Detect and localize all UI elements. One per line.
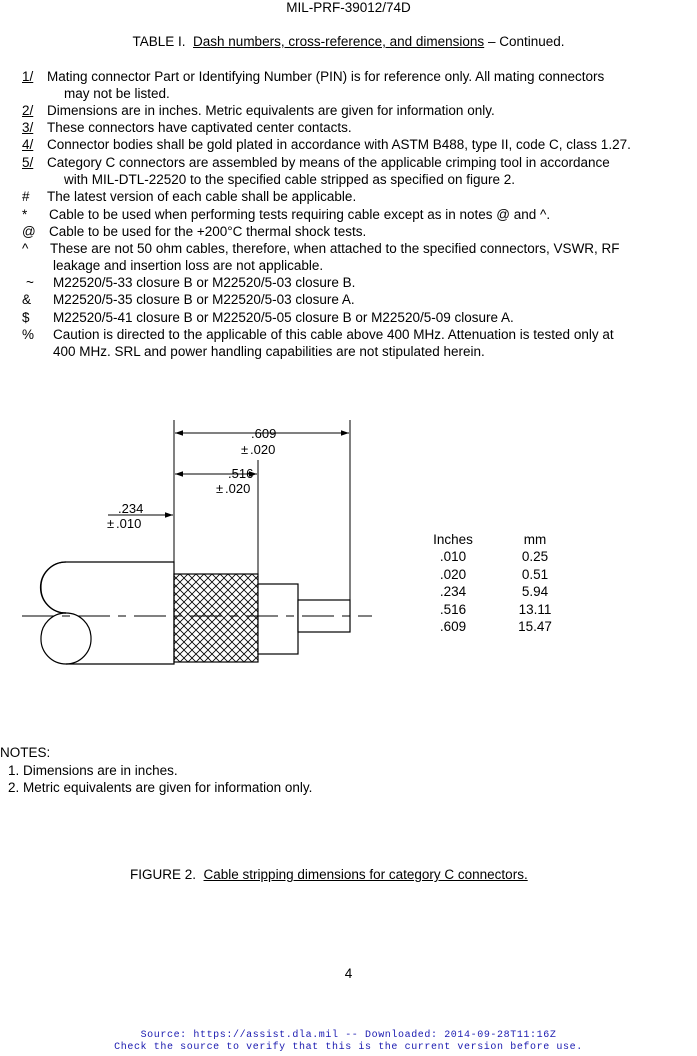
dim-234-tol-symbol: ± <box>107 516 115 531</box>
note-text: Connector bodies shall be gold plated in accordance with ASTM B488, type II, code C, class 1.27. <box>47 137 631 152</box>
conversion-cell-mm: 15.47 <box>518 619 552 635</box>
conversion-column-inches <box>426 531 480 635</box>
table-caption <box>0 34 697 49</box>
conversion-header-mm: mm <box>523 532 547 547</box>
conversion-header-inches: Inches <box>433 532 473 547</box>
note-marker: 1/ <box>22 69 34 84</box>
note-text: Caution is directed to the applicable of this cable above 400 MHz. Attenuation is tested only at <box>53 327 614 342</box>
conversion-cell-inches: .516 <box>439 601 467 617</box>
note-marker: * <box>22 207 28 222</box>
figure-caption-prefix: FIGURE 2. <box>130 867 197 882</box>
note-marker: 5/ <box>22 155 34 170</box>
table-caption-prefix: TABLE I. <box>132 34 186 49</box>
table-caption-suffix: – Continued. <box>487 34 565 49</box>
conversion-cell-inches: .234 <box>439 584 467 600</box>
note-text: Mating connector Part or Identifying Number (PIN) is for reference only. All mating connectors <box>47 69 605 84</box>
figure-notes-heading: NOTES: <box>0 745 51 760</box>
note-marker: # <box>22 189 30 204</box>
note-text: M22520/5-33 closure B or M22520/5-03 closure B. <box>53 275 356 290</box>
dim-609-tol-symbol: ± <box>241 442 249 457</box>
note-marker: 3/ <box>22 120 34 135</box>
note-text-continued: may not be listed. <box>64 86 170 102</box>
note-text: The latest version of each cable shall be applicable. <box>47 189 357 204</box>
note-text: Cable to be used when performing tests requiring cable except as in notes @ and ^. <box>49 207 551 222</box>
note-text: Cable to be used for the +200°C thermal shock tests. <box>49 224 367 239</box>
note-marker: 4/ <box>22 137 34 152</box>
cable-stripping-drawing <box>0 410 400 680</box>
footer-source: Source: https://assist.dla.mil -- Downloaded: 2014-09-28T11:16Z <box>140 1030 557 1041</box>
note-marker: 2/ <box>22 103 34 118</box>
note-text: These connectors have captivated center contacts. <box>47 120 352 135</box>
note-text-continued: leakage and insertion loss are not applicable. <box>53 258 324 274</box>
note-text: M22520/5-35 closure B or M22520/5-03 closure A. <box>53 292 355 307</box>
conversion-cell-mm: 0.51 <box>521 566 549 582</box>
conversion-cell-inches: .609 <box>439 619 467 635</box>
figure-note-item: 2. Metric equivalents are given for information only. <box>8 780 313 795</box>
figure-caption <box>130 867 528 882</box>
note-text: These are not 50 ohm cables, therefore, when attached to the specified connectors, VSWR, RF <box>50 241 620 256</box>
page-number: 4 <box>344 966 353 981</box>
footer-verify: Check the source to verify that this is the current version before use. <box>114 1042 583 1053</box>
note-text-continued: 400 MHz. SRL and power handling capabilities are not stipulated herein. <box>53 344 485 360</box>
note-marker: @ <box>22 224 36 239</box>
document-id: MIL-PRF-39012/74D <box>286 0 411 15</box>
note-marker: ^ <box>22 241 29 256</box>
figure-caption-title: Cable stripping dimensions for category C connectors. <box>203 867 528 882</box>
conversion-column-mm <box>508 531 562 635</box>
dim-234-tolerance: .010 <box>116 516 142 531</box>
note-marker: & <box>22 292 32 307</box>
conversion-cell-mm: 5.94 <box>521 584 549 600</box>
note-text: Dimensions are in inches. Metric equivalents are given for information only. <box>47 103 495 118</box>
note-marker: % <box>22 327 35 342</box>
braid-shield <box>174 574 258 662</box>
note-text-continued: with MIL-DTL-22520 to the specified cable stripped as specified on figure 2. <box>64 172 515 188</box>
figure-note-item: 1. Dimensions are in inches. <box>8 763 178 778</box>
conversion-cell-mm: 0.25 <box>521 549 549 565</box>
note-text: M22520/5-41 closure B or M22520/5-05 closure B or M22520/5-09 closure A. <box>53 310 514 325</box>
note-text: Category C connectors are assembled by means of the applicable crimping tool in accordance <box>47 155 610 170</box>
dim-516-tolerance: .020 <box>225 481 251 496</box>
conversion-cell-mm: 13.11 <box>518 601 552 617</box>
conversion-cell-inches: .010 <box>439 549 467 565</box>
note-marker: $ <box>22 310 30 325</box>
dim-234-value: .234 <box>118 501 144 516</box>
cable-jacket <box>41 562 175 664</box>
conversion-cell-inches: .020 <box>439 566 467 582</box>
dim-609-value: .609 <box>251 426 277 441</box>
note-marker: ~ <box>26 275 34 290</box>
table-caption-title: Dash numbers, cross-reference, and dimensions <box>193 34 485 49</box>
dim-516-tol-symbol: ± <box>216 481 224 496</box>
dim-516-value: .516 <box>228 466 254 481</box>
dielectric <box>258 584 298 654</box>
dim-609-tolerance: .020 <box>250 442 276 457</box>
